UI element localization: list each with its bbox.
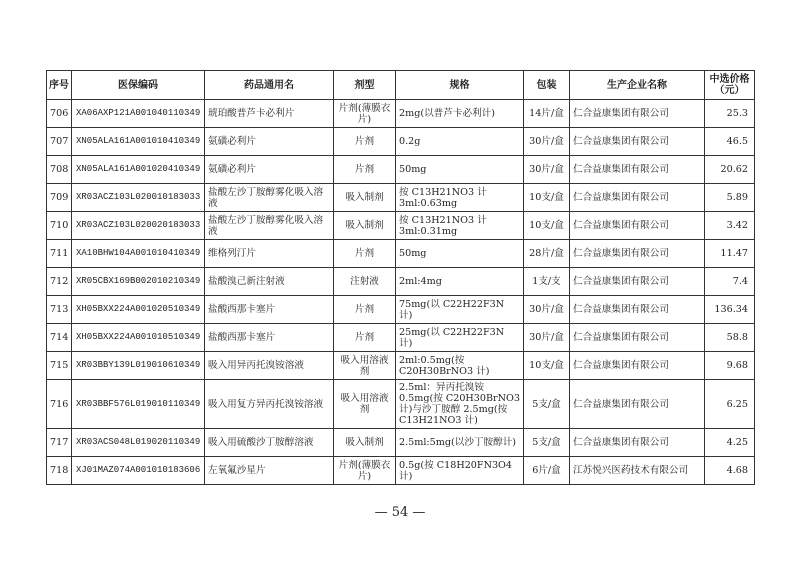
spec-cell: 2ml:0.5mg(按 C20H30BrNO3 计) xyxy=(396,352,524,380)
package-cell: 30片/盒 xyxy=(524,324,570,352)
drug-name-cell: 左氧氟沙星片 xyxy=(205,457,334,485)
price-cell: 46.5 xyxy=(705,128,755,156)
package-cell: 28片/盒 xyxy=(524,240,570,268)
spec-cell: 按 C13H21NO3 计 3ml:0.63mg xyxy=(396,184,524,212)
dosage-form-cell: 注射液 xyxy=(334,268,396,296)
table-row xyxy=(47,296,755,324)
drug-name-cell: 盐酸西那卡塞片 xyxy=(205,296,334,324)
header-dosage-form: 剂型 xyxy=(334,71,396,100)
table-row xyxy=(47,128,755,156)
package-cell: 30片/盒 xyxy=(524,296,570,324)
dosage-form-cell: 片剂 xyxy=(334,296,396,324)
insurance-code-cell: XN05ALA161A001020410349 xyxy=(72,156,205,184)
header-insurance-code: 医保编码 xyxy=(72,71,205,100)
spec-cell: 0.2g xyxy=(396,128,524,156)
manufacturer-cell: 仁合益康集团有限公司 xyxy=(570,324,705,352)
spec-cell: 75mg(以 C22H22F3N 计) xyxy=(396,296,524,324)
spec-cell: 按 C13H21NO3 计 3ml:0.31mg xyxy=(396,212,524,240)
package-cell: 10支/盒 xyxy=(524,212,570,240)
table-row xyxy=(47,268,755,296)
manufacturer-cell: 仁合益康集团有限公司 xyxy=(570,296,705,324)
table-header-row xyxy=(47,71,755,100)
seq-cell: 718 xyxy=(47,457,72,485)
drug-name-cell: 吸入用硫酸沙丁胺醇溶液 xyxy=(205,429,334,457)
manufacturer-cell: 仁合益康集团有限公司 xyxy=(570,240,705,268)
manufacturer-cell: 仁合益康集团有限公司 xyxy=(570,128,705,156)
drug-name-cell: 维格列汀片 xyxy=(205,240,334,268)
seq-cell: 711 xyxy=(47,240,72,268)
insurance-code-cell: XR05CBX169B002010210349 xyxy=(72,268,205,296)
seq-cell: 710 xyxy=(47,212,72,240)
manufacturer-cell: 仁合益康集团有限公司 xyxy=(570,352,705,380)
table-row xyxy=(47,184,755,212)
drug-name-cell: 盐酸左沙丁胺醇雾化吸入溶液 xyxy=(205,184,334,212)
dosage-form-cell: 吸入用溶液剂 xyxy=(334,380,396,429)
drug-price-table xyxy=(46,70,755,485)
header-price: 中选价格（元） xyxy=(705,71,755,100)
dosage-form-cell: 片剂(薄膜衣片) xyxy=(334,457,396,485)
price-cell: 11.47 xyxy=(705,240,755,268)
seq-cell: 713 xyxy=(47,296,72,324)
header-package: 包装 xyxy=(524,71,570,100)
insurance-code-cell: XR03ACZ103L020010183033 xyxy=(72,184,205,212)
header-manufacturer: 生产企业名称 xyxy=(570,71,705,100)
seq-cell: 714 xyxy=(47,324,72,352)
insurance-code-cell: XN05ALA161A001010410349 xyxy=(72,128,205,156)
table-row xyxy=(47,240,755,268)
insurance-code-cell: XH05BXX224A001010510349 xyxy=(72,324,205,352)
insurance-code-cell: XH05BXX224A001020510349 xyxy=(72,296,205,324)
dosage-form-cell: 吸入制剂 xyxy=(334,212,396,240)
manufacturer-cell: 仁合益康集团有限公司 xyxy=(570,156,705,184)
insurance-code-cell: XR03ACZ103L020020183033 xyxy=(72,212,205,240)
drug-name-cell: 盐酸西那卡塞片 xyxy=(205,324,334,352)
seq-cell: 715 xyxy=(47,352,72,380)
package-cell: 6片/盒 xyxy=(524,457,570,485)
manufacturer-cell: 仁合益康集团有限公司 xyxy=(570,429,705,457)
manufacturer-cell: 仁合益康集团有限公司 xyxy=(570,184,705,212)
seq-cell: 716 xyxy=(47,380,72,429)
dosage-form-cell: 片剂 xyxy=(334,156,396,184)
header-spec: 规格 xyxy=(396,71,524,100)
price-cell: 136.34 xyxy=(705,296,755,324)
manufacturer-cell: 仁合益康集团有限公司 xyxy=(570,212,705,240)
package-cell: 14片/盒 xyxy=(524,100,570,128)
price-cell: 58.8 xyxy=(705,324,755,352)
drug-name-cell: 氨磺必利片 xyxy=(205,156,334,184)
drug-name-cell: 盐酸溴己新注射液 xyxy=(205,268,334,296)
table-row xyxy=(47,457,755,485)
manufacturer-cell: 仁合益康集团有限公司 xyxy=(570,268,705,296)
spec-cell: 50mg xyxy=(396,240,524,268)
price-cell: 7.4 xyxy=(705,268,755,296)
insurance-code-cell: XA10BHW104A001010410349 xyxy=(72,240,205,268)
insurance-code-cell: XA06AXP121A001040110349 xyxy=(72,100,205,128)
table-row xyxy=(47,429,755,457)
dosage-form-cell: 吸入用溶液剂 xyxy=(334,352,396,380)
price-cell: 3.42 xyxy=(705,212,755,240)
package-cell: 5支/盒 xyxy=(524,429,570,457)
seq-cell: 707 xyxy=(47,128,72,156)
dosage-form-cell: 片剂(薄膜衣片) xyxy=(334,100,396,128)
spec-cell: 25mg(以 C22H22F3N 计) xyxy=(396,324,524,352)
price-cell: 25.3 xyxy=(705,100,755,128)
seq-cell: 717 xyxy=(47,429,72,457)
package-cell: 30片/盒 xyxy=(524,128,570,156)
spec-cell: 2ml:4mg xyxy=(396,268,524,296)
price-cell: 4.25 xyxy=(705,429,755,457)
price-cell: 9.68 xyxy=(705,352,755,380)
spec-cell: 0.5g(按 C18H20FN3O4 计) xyxy=(396,457,524,485)
insurance-code-cell: XR03BBF576L019010110349 xyxy=(72,380,205,429)
seq-cell: 709 xyxy=(47,184,72,212)
spec-cell: 2.5ml:5mg(以沙丁胺醇计) xyxy=(396,429,524,457)
drug-name-cell: 吸入用复方异丙托溴铵溶液 xyxy=(205,380,334,429)
table-row xyxy=(47,100,755,128)
drug-name-cell: 盐酸左沙丁胺醇雾化吸入溶液 xyxy=(205,212,334,240)
drug-name-cell: 琥珀酸普芦卡必利片 xyxy=(205,100,334,128)
dosage-form-cell: 片剂 xyxy=(334,240,396,268)
seq-cell: 706 xyxy=(47,100,72,128)
table-row xyxy=(47,156,755,184)
package-cell: 30片/盒 xyxy=(524,156,570,184)
package-cell: 10支/盒 xyxy=(524,184,570,212)
spec-cell: 2.5ml：异丙托溴铵 0.5mg(按 C20H30BrNO3 计)与沙丁胺醇 2.5mg(按 C13H21NO3 计) xyxy=(396,380,524,429)
header-drug-name: 药品通用名 xyxy=(205,71,334,100)
dosage-form-cell: 吸入制剂 xyxy=(334,184,396,212)
header-seq: 序号 xyxy=(47,71,72,100)
seq-cell: 708 xyxy=(47,156,72,184)
spec-cell: 2mg(以普芦卡必利计) xyxy=(396,100,524,128)
price-cell: 20.62 xyxy=(705,156,755,184)
table-row xyxy=(47,352,755,380)
price-cell: 5.89 xyxy=(705,184,755,212)
drug-name-cell: 氨磺必利片 xyxy=(205,128,334,156)
drug-name-cell: 吸入用异丙托溴铵溶液 xyxy=(205,352,334,380)
manufacturer-cell: 仁合益康集团有限公司 xyxy=(570,100,705,128)
price-cell: 4.68 xyxy=(705,457,755,485)
manufacturer-cell: 江苏悦兴医药技术有限公司 xyxy=(570,457,705,485)
insurance-code-cell: XJ01MAZ074A001010183606 xyxy=(72,457,205,485)
dosage-form-cell: 片剂 xyxy=(334,324,396,352)
price-cell: 6.25 xyxy=(705,380,755,429)
table-row xyxy=(47,380,755,429)
page-number: — 54 — xyxy=(374,505,426,520)
package-cell: 1支/支 xyxy=(524,268,570,296)
seq-cell: 712 xyxy=(47,268,72,296)
dosage-form-cell: 片剂 xyxy=(334,128,396,156)
table-row xyxy=(47,324,755,352)
dosage-form-cell: 吸入制剂 xyxy=(334,429,396,457)
spec-cell: 50mg xyxy=(396,156,524,184)
insurance-code-cell: XR03BBY139L019010610349 xyxy=(72,352,205,380)
table-row xyxy=(47,212,755,240)
manufacturer-cell: 仁合益康集团有限公司 xyxy=(570,380,705,429)
insurance-code-cell: XR03ACS048L019020110349 xyxy=(72,429,205,457)
package-cell: 10支/盒 xyxy=(524,352,570,380)
package-cell: 5支/盒 xyxy=(524,380,570,429)
